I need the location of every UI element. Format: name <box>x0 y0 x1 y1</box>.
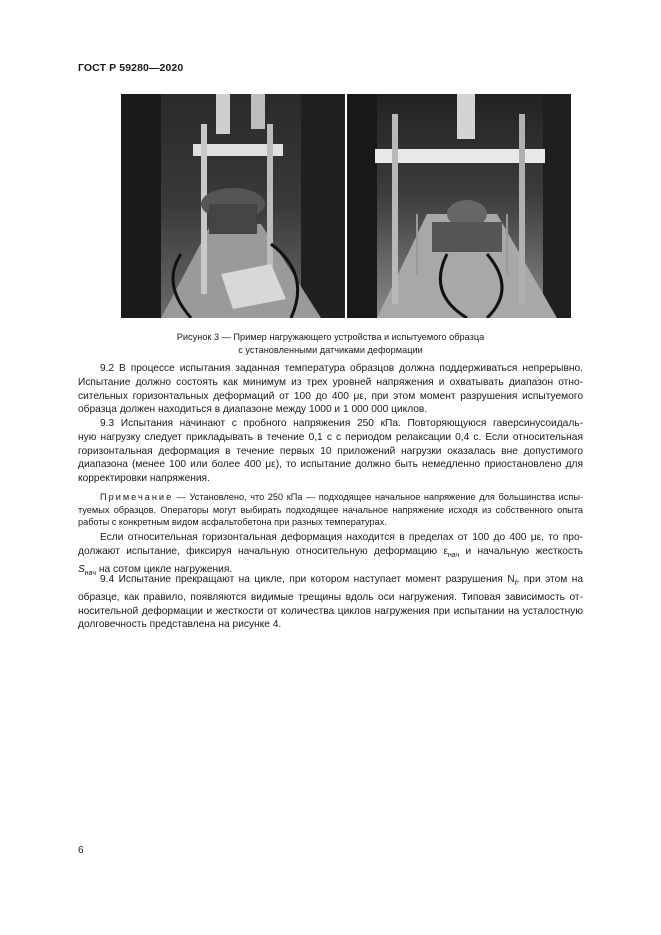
text-line: горизонтальная деформация в течение первых 10 приложений нагрузки оказалась вне допустимого <box>78 445 583 457</box>
subscript: нач <box>84 569 97 577</box>
loading-device-photo-left <box>121 94 345 318</box>
note-line: туемых образцов. Операторы могут выбирать подходящее начальное напряжение исходя из собственного опыта <box>78 504 583 515</box>
loading-device-photo-right <box>347 94 571 318</box>
note-line: работы с конкретным видом асфальтобетона при разных температурах. <box>78 517 387 528</box>
page-number: 6 <box>78 845 84 856</box>
text-line: Испытание должно состоять как минимум из трех уровней напряжения и охватывать диапазон отно- <box>78 376 583 388</box>
text-line: 9.3 Испытания начинают с пробного напряжения 250 кПа. Повторяющуюся гаверсинусоидаль- <box>100 418 583 429</box>
paragraph-9-2 <box>78 362 583 417</box>
text-line: корректировки напряжения. <box>78 473 210 485</box>
subscript: f <box>514 580 517 588</box>
text-line <box>78 545 583 563</box>
note-line-1 <box>78 491 583 504</box>
text-line: долговечность представлена на рисунке 4. <box>78 619 282 631</box>
text-line: образце, как правило, появляются видимые трещины вдоль оси нагружения. Типовая зависимость от- <box>78 591 583 603</box>
text-line: ную нагрузку следует прикладывать в течение 0,1 с с периодом релаксации 0,4 с. Если относительная <box>78 431 583 443</box>
figure-3 <box>121 94 571 318</box>
paragraph-9-4 <box>78 573 583 632</box>
text-span: 9.4 Испытание прекращают на цикле, при котором наступает момент разрушения N <box>100 574 515 585</box>
text-line: образца должен находиться в диапазоне между 1000 и 1 000 000 циклов. <box>78 404 428 416</box>
text-line: Если относительная горизонтальная деформация находится в пределах от 100 до 400 με, то про- <box>100 532 583 543</box>
figure-caption-line-1: Рисунок 3 — Пример нагружающего устройства и испытуемого образца <box>176 332 485 342</box>
text-line <box>78 573 583 591</box>
stiffness-symbol: S <box>78 563 85 575</box>
note-block <box>78 491 583 529</box>
text-line: диапазона (менее 100 или более 400 με), то испытание должно быть немедленно приостановлено для <box>78 459 583 471</box>
text-span: , при этом на <box>516 574 583 585</box>
text-line: 9.2 В процессе испытания заданная температура образцов должна поддерживаться непрерывно. <box>100 363 583 374</box>
text-span: на сотом цикле нагружения. <box>96 563 233 575</box>
figure-caption-line-2: с установленными датчиками деформации <box>238 345 423 355</box>
text-span: и начальную жесткость <box>459 545 583 557</box>
text-line: сительных горизонтальных деформаций от 100 до 400 με, при этом момент разрушения испытуемого <box>78 390 583 402</box>
paragraph-9-3 <box>78 417 583 486</box>
note-text: — Установлено, что 250 кПа — подходящее начальное напряжение для большинства испы- <box>176 492 583 502</box>
figure-caption <box>78 331 583 357</box>
text-span: должают испытание, фиксируя начальную относительную деформацию ε <box>78 545 448 557</box>
document-header: ГОСТ Р 59280—2020 <box>78 62 184 74</box>
note-label: Примечание <box>100 492 174 502</box>
text-line: носительной деформации и жесткости от количества циклов нагружения при испытании на усталостную <box>78 605 583 617</box>
subscript: нач <box>447 551 460 559</box>
